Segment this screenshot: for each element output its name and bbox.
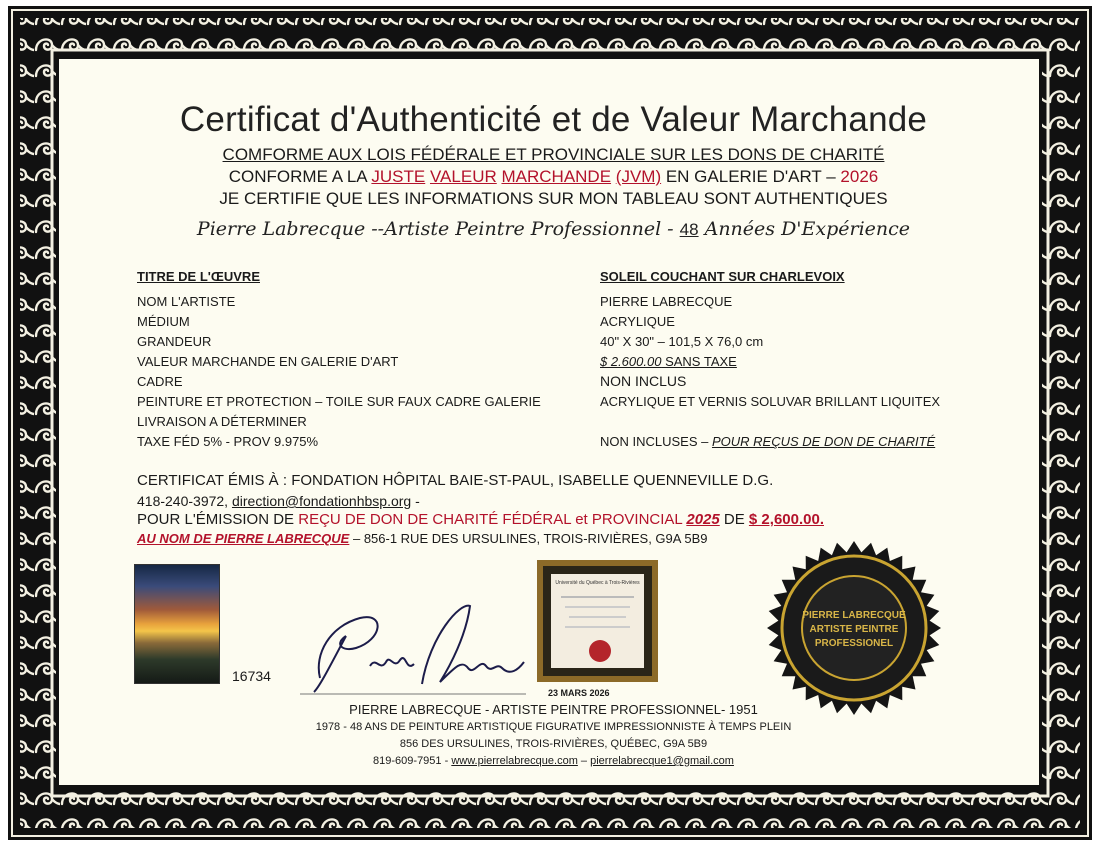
seal-line-3: PROFESSIONEL [814, 638, 894, 649]
medium-label: MÉDIUM [137, 314, 190, 329]
jvm-word-valeur: VALEUR [429, 167, 497, 186]
footer-artist-line: PIERRE LABRECQUE - ARTISTE PEINTRE PROFESSIONNEL- 1951 [349, 702, 758, 717]
market-value-amount: $ 2.600.00 [600, 354, 662, 369]
compliance-line: COMFORME AUX LOIS FÉDÉRALE ET PROVINCIALE SUR LES DONS DE CHARITÉ [222, 145, 885, 164]
diploma-image [537, 560, 658, 682]
footer-contact-line [0, 755, 1107, 767]
artwork-title-value: SOLEIL COUCHANT SUR CHARLEVOIX [600, 269, 845, 284]
seal-line-1: PIERRE LABRECQUE [802, 610, 906, 621]
receipt-amount: $ 2,600.00. [748, 511, 824, 528]
frame-value: NON INCLUS [600, 373, 687, 389]
diploma-paper [551, 574, 644, 668]
script-years: 48 [679, 220, 699, 239]
tax-not-included: NON INCLUSES – [600, 434, 712, 449]
footer-separator: – [577, 755, 591, 767]
market-value-tax-note: SANS TAXE [661, 354, 737, 369]
issued-to-line: CERTIFICAT ÉMIS À : FONDATION HÔPITAL BAIE-ST-PAUL, ISABELLE QUENNEVILLE D.G. [137, 472, 774, 489]
receipt-line [137, 511, 824, 528]
receipt-year: 2025 [686, 511, 720, 528]
jvm-word-juste: JUSTE [371, 167, 426, 186]
receipt-prefix: POUR L'ÉMISSION DE [137, 511, 299, 528]
contact-line [137, 493, 420, 509]
jvm-suffix: EN GALERIE D'ART – [661, 167, 841, 186]
tax-value [600, 434, 935, 449]
diploma-wax-seal [589, 640, 611, 662]
artwork-title-label: TITRE DE L'ŒUVRE [137, 269, 260, 284]
donor-line [137, 531, 707, 546]
artist-signature [290, 596, 530, 700]
contact-phone: 418-240-3972, [137, 493, 232, 509]
protection-label: PEINTURE ET PROTECTION – TOILE SUR FAUX CADRE GALERIE [137, 394, 541, 409]
jvm-line [0, 167, 1107, 187]
footer-address-line: 856 DES URSULINES, TROIS-RIVIÈRES, QUÉBEC, G9A 5B9 [399, 738, 708, 750]
footer-experience-line: 1978 - 48 ANS DE PEINTURE ARTISTIQUE FIGURATIVE IMPRESSIONNISTE À TEMPS PLEIN [315, 721, 792, 733]
frame-label: CADRE [137, 374, 183, 389]
certificate-date: 23 MARS 2026 [548, 688, 610, 698]
market-value-label: VALEUR MARCHANDE EN GALERIE D'ART [137, 354, 399, 369]
diploma-heading: Université du Québec à Trois-Rivières [555, 580, 640, 586]
receipt-mid: DE [719, 511, 749, 528]
certify-line: JE CERTIFIE QUE LES INFORMATIONS SUR MON TABLEAU SONT AUTHENTIQUES [219, 189, 888, 208]
size-label: GRANDEUR [137, 334, 212, 349]
delivery-label: LIVRAISON A DÉTERMINER [137, 414, 307, 429]
painting-thumbnail [134, 564, 220, 684]
footer-phone: 819-609-7951 - [373, 755, 452, 767]
script-text-b: Années D'Expérience [698, 218, 911, 240]
jvm-abbr: (JVM) [615, 167, 662, 186]
artist-script-line [0, 218, 1107, 240]
jvm-year: 2026 [840, 167, 879, 186]
contact-email-link[interactable]: direction@fondationhbsp.org [231, 493, 412, 509]
tax-label: TAXE FÉD 5% - PROV 9.975% [137, 434, 319, 449]
artist-name-label: NOM L'ARTISTE [137, 294, 236, 309]
footer-website-link[interactable]: www.pierrelabrecque.com [451, 755, 578, 767]
market-value-value [600, 354, 737, 369]
donor-address: – 856-1 RUE DES URSULINES, TROIS-RIVIÈRES, G9A 5B9 [349, 531, 708, 546]
gold-seal [766, 540, 942, 716]
jvm-prefix: CONFORME A LA [228, 167, 372, 186]
size-value: 40" X 30" – 101,5 X 76,0 cm [600, 334, 764, 349]
protection-value: ACRYLIQUE ET VERNIS SOLUVAR BRILLANT LIQUITEX [600, 394, 941, 409]
receipt-red-text: REÇU DE DON DE CHARITÉ FÉDÉRAL et PROVINCIAL [298, 511, 687, 528]
seal-line-2: ARTISTE PEINTRE [809, 624, 899, 635]
certificate-title: Certificat d'Authenticité et de Valeur Marchande [179, 100, 928, 139]
script-text-a: Pierre Labrecque --Artiste Peintre Professionnel - [196, 218, 680, 240]
footer-email-link[interactable]: pierrelabrecque1@gmail.com [590, 755, 734, 767]
jvm-word-marchande: MARCHANDE [501, 167, 612, 186]
artwork-number: 16734 [232, 668, 271, 684]
artist-name-value: PIERRE LABRECQUE [600, 294, 733, 309]
contact-dash: - [411, 493, 420, 509]
tax-donation-note: POUR REÇUS DE DON DE CHARITÉ [711, 434, 936, 449]
donor-name: AU NOM DE PIERRE LABRECQUE [137, 531, 350, 546]
medium-value: ACRYLIQUE [600, 314, 675, 329]
